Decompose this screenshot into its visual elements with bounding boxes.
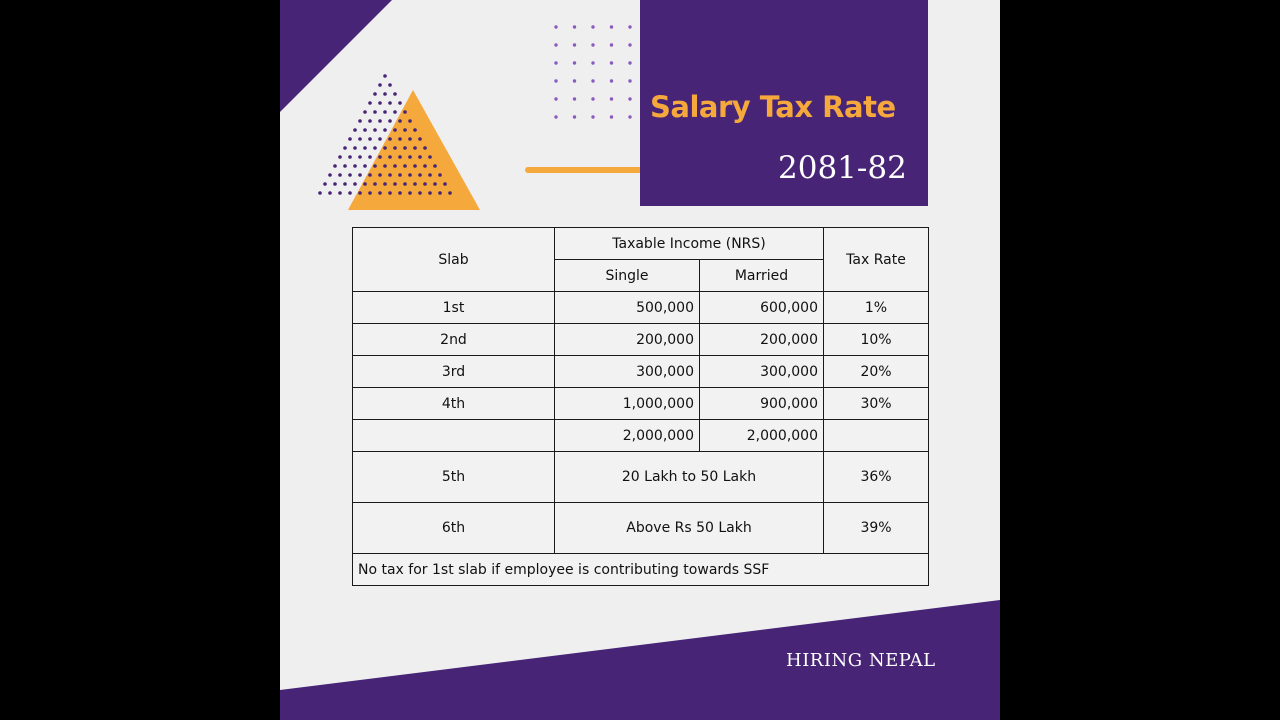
dot [423,182,427,186]
dot [393,110,397,114]
rate-cell: 30% [824,388,929,420]
dot [333,164,337,168]
dot [393,146,397,150]
header-row [353,228,929,260]
orange-triangle [348,90,480,210]
table-row [353,356,929,388]
dot [418,137,422,141]
dot [628,97,631,100]
dot [363,182,367,186]
dot [388,155,392,159]
income-range-cell: 20 Lakh to 50 Lakh [555,452,824,503]
dot [554,79,557,82]
dot [368,173,372,177]
dot [318,191,322,195]
dot [408,191,412,195]
dot [433,182,437,186]
dot [358,155,362,159]
dot [338,173,342,177]
single-cell: 300,000 [555,356,700,388]
dot [383,92,387,96]
dot [418,155,422,159]
dot [591,97,594,100]
ssf-note: No tax for 1st slab if employee is contributing towards SSF [353,554,929,586]
dot [591,43,594,46]
dot [398,119,402,123]
dot [368,191,372,195]
dot [378,173,382,177]
dot [373,146,377,150]
dot [363,128,367,132]
slab-cell: 5th [353,452,555,503]
slab-cell: 2nd [353,324,555,356]
rate-cell: 10% [824,324,929,356]
dot [423,146,427,150]
dot [333,182,337,186]
dot [388,101,392,105]
dot [328,173,332,177]
dot [323,182,327,186]
dot [418,191,422,195]
dot [363,146,367,150]
dot [368,137,372,141]
dot [378,83,382,87]
dot [403,164,407,168]
dot [403,146,407,150]
dot [403,110,407,114]
header-single: Single [555,260,700,292]
slab-cell: 1st [353,292,555,324]
table-row [353,292,929,324]
dot [610,79,613,82]
dot [383,182,387,186]
dot [610,61,613,64]
dot [573,61,576,64]
tax-rate-table [352,227,929,586]
dot [358,119,362,123]
dot [591,61,594,64]
dot [573,115,576,118]
rate-cell: 20% [824,356,929,388]
dot [413,182,417,186]
dot [393,164,397,168]
dot [408,173,412,177]
dot [353,128,357,132]
rate-cell: 39% [824,503,929,554]
dot [348,137,352,141]
dot [408,155,412,159]
dot [573,43,576,46]
dot [368,155,372,159]
dot [610,43,613,46]
dot [353,182,357,186]
dot [388,119,392,123]
married-cell: 300,000 [700,356,824,388]
brand-name: HIRING NEPAL [786,650,936,671]
dot [408,137,412,141]
dot [398,155,402,159]
slab-cell: 3rd [353,356,555,388]
dot [363,164,367,168]
dot [573,79,576,82]
dot [378,137,382,141]
dot [428,173,432,177]
dot [403,128,407,132]
dot [328,191,332,195]
dot [398,137,402,141]
dot [448,191,452,195]
dot [353,164,357,168]
dot [373,92,377,96]
dot [591,115,594,118]
dot [591,25,594,28]
dot [423,164,427,168]
dot [363,110,367,114]
dot [373,110,377,114]
dot [388,173,392,177]
married-cell: 200,000 [700,324,824,356]
married-cell: 600,000 [700,292,824,324]
tax-poster [280,0,1000,720]
dot [383,128,387,132]
rate-cell: 1% [824,292,929,324]
dot [554,97,557,100]
table-row [353,388,929,420]
dot [628,115,631,118]
dot [554,115,557,118]
dot [628,43,631,46]
header-tax-rate: Tax Rate [824,228,929,292]
dot [610,25,613,28]
dot [398,173,402,177]
dot [358,191,362,195]
dot [554,61,557,64]
header-taxable-income: Taxable Income (NRS) [555,228,824,260]
dot [383,146,387,150]
table-row [353,452,929,503]
rate-cell: 36% [824,452,929,503]
dot [610,97,613,100]
dot [428,191,432,195]
dot [368,101,372,105]
dot [418,173,422,177]
dot [413,164,417,168]
note-row [353,554,929,586]
dot [388,137,392,141]
dot [413,128,417,132]
dot [348,155,352,159]
dot [554,43,557,46]
slab-cell: 6th [353,503,555,554]
header-married: Married [700,260,824,292]
dot [358,137,362,141]
dot [338,155,342,159]
table-row [353,324,929,356]
dot [373,182,377,186]
dot [378,119,382,123]
dot [393,128,397,132]
single-cell: 200,000 [555,324,700,356]
dot [348,173,352,177]
single-cell: 2,000,000 [555,420,700,452]
dot [408,119,412,123]
dot [343,146,347,150]
married-cell: 900,000 [700,388,824,420]
dot [393,92,397,96]
fiscal-year: 2081-82 [778,150,907,186]
dot [610,115,613,118]
dot [591,79,594,82]
dot [373,128,377,132]
dot [378,155,382,159]
dot [628,25,631,28]
dot [428,155,432,159]
dot [338,191,342,195]
dot [438,173,442,177]
slab-cell: 4th [353,388,555,420]
rate-cell [824,420,929,452]
table-row [353,420,929,452]
dot [378,191,382,195]
dot [443,182,447,186]
dot [388,83,392,87]
dot [343,182,347,186]
dot [378,101,382,105]
dot [393,182,397,186]
dot [368,119,372,123]
dot [433,164,437,168]
income-range-cell: Above Rs 50 Lakh [555,503,824,554]
dot [628,61,631,64]
dot [438,191,442,195]
dot [358,173,362,177]
table-row [353,503,929,554]
dot [398,191,402,195]
dot [383,164,387,168]
header-slab: Slab [353,228,555,292]
page-title: Salary Tax Rate [650,90,896,124]
dot [554,25,557,28]
dot [383,110,387,114]
married-cell: 2,000,000 [700,420,824,452]
dot [403,182,407,186]
slab-cell [353,420,555,452]
dot [398,101,402,105]
dot [628,79,631,82]
dot [343,164,347,168]
single-cell: 1,000,000 [555,388,700,420]
dot [383,74,387,78]
dot [413,146,417,150]
single-cell: 500,000 [555,292,700,324]
dot [573,97,576,100]
dot [353,146,357,150]
dot [373,164,377,168]
dot [388,191,392,195]
dot [573,25,576,28]
dot [348,191,352,195]
